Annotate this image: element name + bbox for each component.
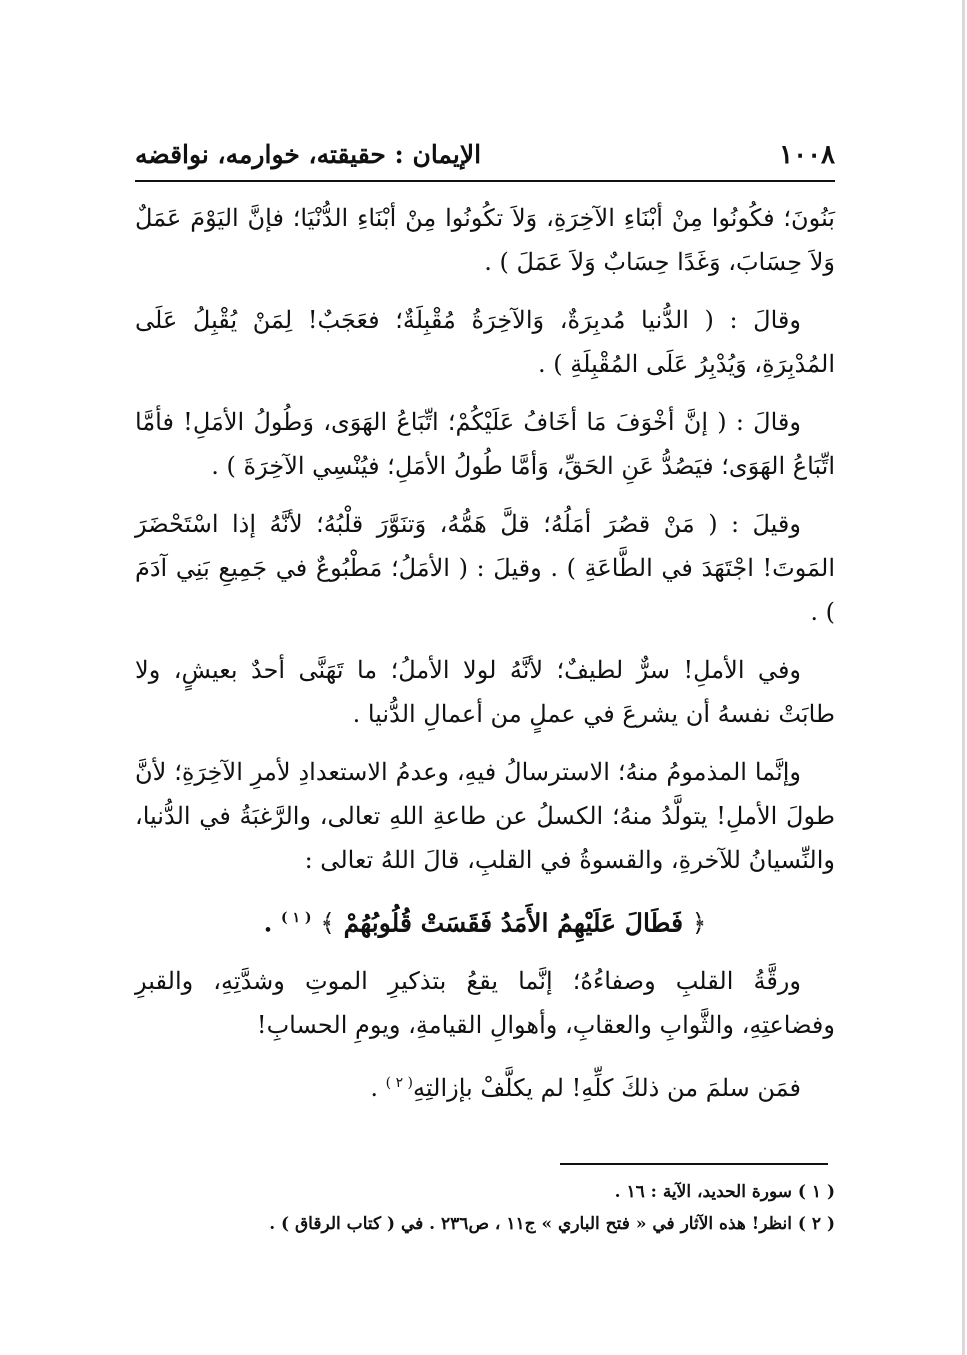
verse-text: فَطَالَ عَلَيْهِمُ الأَمَدُ فَقَسَتْ قُلُوبُهُمْ [343, 908, 684, 938]
last-paragraph-end: . [370, 1074, 379, 1103]
footnotes [250, 1176, 835, 1240]
page-number: ١٠٠٨ [779, 140, 835, 170]
footnote-ref: ( ٢ ) [385, 1075, 414, 1092]
paragraph: وفي الأملِ! سرٌّ لطيفٌ؛ لأنَّهُ لولا الأملُ؛ ما تَهَنَّى أحدٌ بعيشٍ، ولا طابَتْ نفسهُ أن يشرعَ في عملٍ من أعمالِ الدُّنيا . [135, 656, 835, 728]
quran-verse [135, 896, 835, 945]
paragraph: وقالَ : ( إنَّ أخْوَفَ مَا أخَافُ عَلَيْكُمْ؛ اتِّبَاعُ الهَوَى، وَطُولُ الأمَلِ! فأمَّا اتِّبَاعُ الهَوَى؛ فيَصُدُّ عَنِ الحَقِّ، وَأمَّا طُولُ الأمَلِ؛ فيُنْسِي الآخِرَةَ ) . [135, 408, 835, 480]
body-text [135, 196, 835, 1124]
footnote: ( ١ ) سورة الحديد، الآية : ١٦ . [614, 1182, 835, 1202]
paragraph: وقيلَ : ( مَنْ قصُرَ أمَلُهُ؛ قلَّ هَمُّهُ، وَتنَوَّرَ قلْبُهُ؛ لأنَّهُ إذا اسْتَحْضَرَ المَوتَ! اجْتَهَدَ في الطَّاعَةِ ) . وقيلَ : ( الأمَلُ؛ مَطْبُوعٌ في جَمِيعِ بَنِي آدَمَ ) . [135, 510, 835, 626]
footnote-rule [560, 1163, 828, 1165]
paragraph: وقالَ : ( الدُّنيا مُدبِرَةٌ، وَالآخِرَةُ مُقْبِلَةٌ؛ فعَجَبٌ! لِمَنْ يُقْبِلُ عَلَى المُدْبِرَةِ، وَيُدْبِرُ عَلَى المُقْبِلَةِ ) . [135, 306, 835, 378]
verse-close-bracket: ﴾ [320, 908, 335, 938]
last-paragraph-text: فمَن سلمَ من ذلكَ كلِّهِ! لم يكلَّفْ بإزالتِهِ [413, 1074, 801, 1103]
paragraph: وإنَّما المذمومُ منهُ؛ الاسترسالُ فيهِ، وعدمُ الاستعدادِ لأمرِ الآخِرَةِ؛ لأنَّ طولَ الأملِ! يتولَّدُ منهُ؛ الكسلُ عن طاعةِ اللهِ تعالى، والرَّغبَةُ في الدُّنيا، والنِّسيانُ للآخرةِ، والقسوةُ في القلبِ، قالَ اللهُ تعالى : [135, 758, 835, 874]
last-paragraph [135, 1061, 835, 1110]
footnote-ref: ( ١ ) [281, 910, 312, 926]
verse-open-bracket: ﴿ [691, 908, 707, 938]
running-title: الإيمان : حقيقته، خوارمه، نواقضه [135, 140, 482, 169]
paragraph: بَنُونَ؛ فكُونُوا مِنْ أبْنَاءِ الآخِرَةِ، وَلاَ تكُونُوا مِنْ أبْنَاءِ الدُّنْيَا؛ فإنَّ اليَوْمَ عَمَلٌ وَلاَ حِسَابَ، وَغَدًا حِسَابٌ وَلاَ عَمَلَ ) . [135, 204, 835, 276]
scan-edge [962, 0, 965, 1355]
page-header [135, 138, 835, 178]
footnote: ( ٢ ) انظر! هذه الآثار في « فتح الباري » ج١١ ، ص٢٣٦ . في ( كتاب الرقاق ) . [269, 1214, 835, 1234]
paragraph: ورقَّةُ القلبِ وصفاءُهُ؛ إنَّما يقعُ بتذكيرِ الموتِ وشدَّتِهِ، والقبرِ وفضاعتِهِ، والثَّوابِ والعقابِ، وأهوالِ القيامةِ، ويومِ الحسابِ! [135, 967, 835, 1040]
header-rule [135, 180, 835, 182]
verse-end: . [263, 908, 273, 938]
